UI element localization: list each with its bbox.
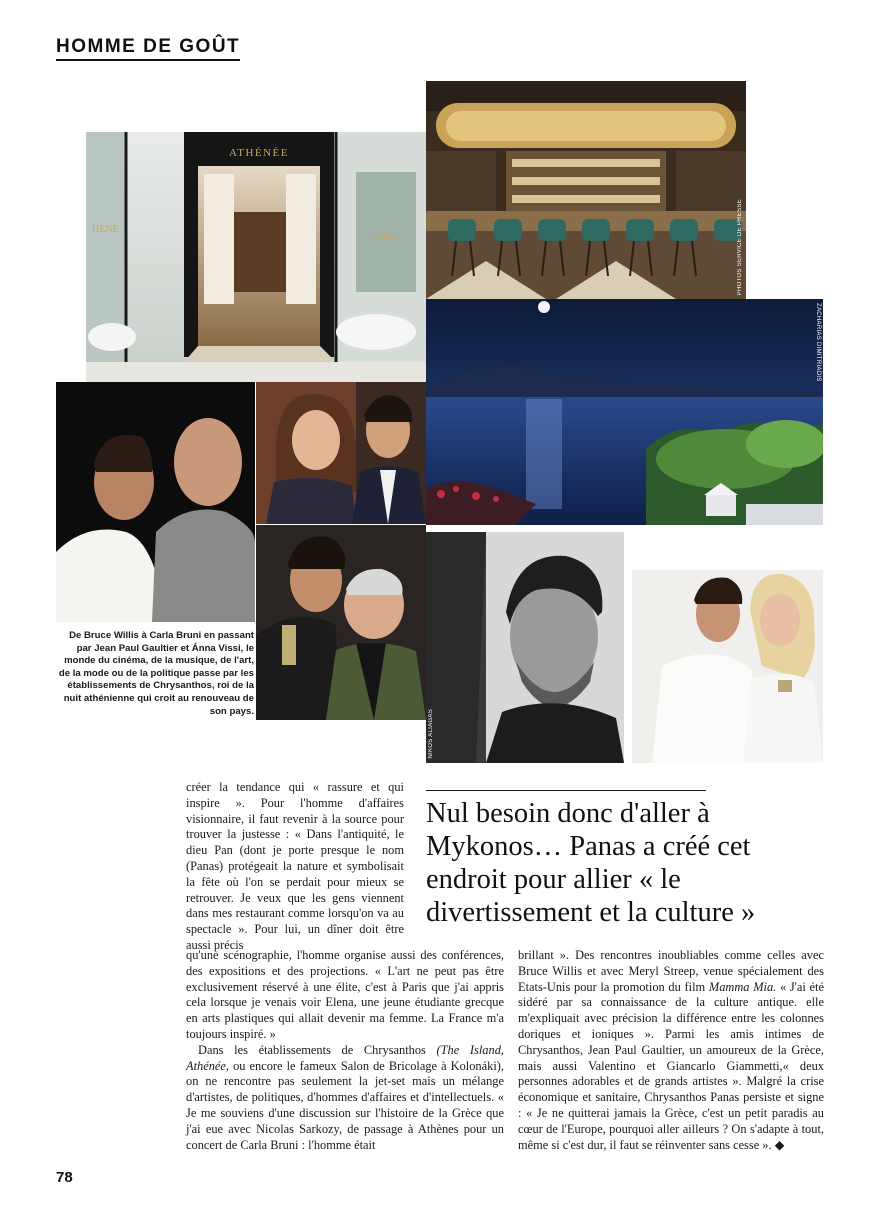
photo-athenee-entrance (86, 132, 426, 382)
photo-credit-bar: PHOTOS SERVICE DE PRESSE (737, 198, 743, 295)
photo-jean-paul-gaultier (256, 525, 426, 720)
article-text: ou encore le fameux Salon de Bricolage à Kolonáki), on ne rencontre pas seulement la jet-set mais un mélange d'artistes, de politiques, d'hommes d'affaires et d'intellectuels. « Je me souviens d'une discussion sur l'histoire de la Grèce que j'ai eue avec Nicolas Sarkozy, de passage à Athènes pour un concert de Carla Bruni : l'homme était (186, 1058, 504, 1152)
carla-bruni-image (256, 382, 426, 524)
article-italic: (The Island, Athénée, (186, 1042, 504, 1073)
athenee-glass-left: HÉNÉ (92, 224, 119, 235)
photo-bruce-willis (56, 382, 255, 622)
photo-caption: De Bruce Willis à Carla Bruni en passant par Jean Paul Gaultier et Ánna Vissi, le monde du cinéma, de la musique, de l'art, de la mode ou de la politique passe par les établissements de Chrysanthos, roi de la nuit athénienne qui croit au renouveau de son pays. (58, 630, 254, 717)
jean-paul-gaultier-image (256, 525, 426, 720)
article-paragraph: créer la tendance qui « rassure et qui inspire ». Pour l'homme d'affaires visionnaire, il faut revenir à la source pour trouver la justesse : « Dans l'antiquité, le dieu Pan (dont je porte presque le nom (Panas) protégeait la nature et symbolisait la fête où l'on se perdait pour mieux se retrouver. Je veux que les gens viennent dans mes restaurant comme lorsqu'on va au spectacle ». Pour lui, un dîner doit être aussi précis (186, 780, 404, 952)
bar-interior-image (426, 81, 746, 299)
photo-anna-vissi (632, 570, 823, 763)
photo-bar-interior (426, 81, 746, 299)
article-column-1-top (186, 780, 404, 954)
pull-quote: Nul besoin donc d'aller à Mykonos… Panas a créé cet endroit pour allier « le divertissement et la culture » (426, 798, 756, 928)
page-number: 78 (56, 1169, 73, 1186)
article-paragraph: qu'une scénographie, l'homme organise aussi des conférences, des expositions et des projections. « L'art ne peut pas être exclusivement réservé à une élite, c'est à Paris que j'ai appris cela lorsque je venais voir Elena, une jeune étudiante grecque en arts plastiques qui allait devenir ma femme. La France m'a toujours inspiré. » (186, 948, 504, 1041)
photo-carla-bruni (256, 382, 426, 524)
photo-credit-night: ZACHARIAS DIMITRIADIS (815, 303, 821, 382)
bruce-willis-image (56, 382, 255, 622)
photo-portrait-bw (426, 532, 624, 763)
article-italic: Mamma Mia. (708, 979, 777, 994)
article-column-2 (518, 948, 824, 1153)
article-text: brillant ». Des rencontres inoubliables comme celles avec Bruce Willis et avec Meryl Streep, venue spécialement des Etats-Unis pour la promotion du film (518, 948, 824, 994)
article-text: « J'ai été sidéré par sa connaissance de la culture antique. elle m'expliquait avec précision la différence entre les colonnes doriques et ioniques ». Parmi les amis intimes de Chrysanthos, Jean Paul Gaultier, un amoureux de la Grèce, mais aussi Valentino et Giancarlo Giammetti,« deux personnes adorables et de grands artistes ». Malgré la crise économique et sanitaire, Chrysanthos Panas persiste et signe : « Je ne quitterai jamais la Grèce, c'est un petit paradis au cœur de l'Europe, pourquoi aller ailleurs ? On s'adapte à tout, même si c'est dur, il faut se réinventer sans cesse ». ◆ (518, 979, 824, 1152)
portrait-bw-image (426, 532, 624, 763)
article-paragraph (186, 1043, 504, 1154)
night-bay-image (426, 299, 823, 525)
article-column-1-bottom (186, 948, 504, 1153)
athenee-entrance-image (86, 132, 426, 382)
photo-credit-portrait: NIKOS ALIAGAS (428, 709, 434, 759)
section-title: HOMME DE GOÛT (56, 36, 240, 61)
article-paragraph (518, 948, 824, 1153)
anna-vissi-image (632, 570, 823, 763)
article-text: Dans les établissements de Chrysanthos (198, 1042, 437, 1057)
athenee-glass-right: ATHÉ (371, 232, 397, 243)
athenee-sign: ATHÉNÉE (229, 147, 289, 159)
pull-quote-rule (426, 790, 706, 791)
photo-night-bay (426, 299, 823, 525)
